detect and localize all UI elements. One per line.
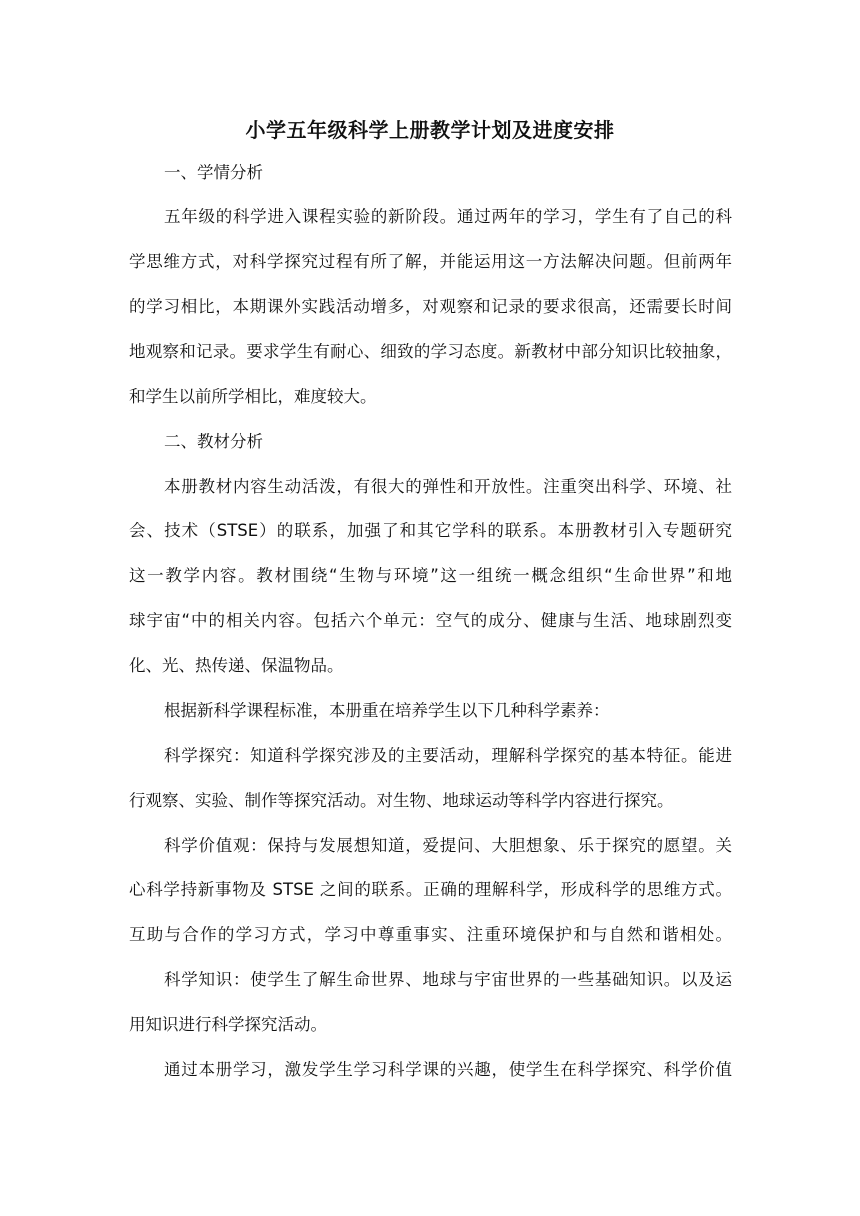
section-heading-student-analysis: 一、学情分析 [164,163,263,182]
paragraph-line: 和学生以前所学相比，难度较大。 [129,387,377,406]
paragraph-line: 会、技术（STSE）的联系，加强了和其它学科的联系。本册教材引入专题研究 [129,521,732,540]
paragraph-line: 球宇宙“中的相关内容。包括六个单元：空气的成分、健康与生活、地球剧烈变 [129,611,732,630]
paragraph-line: 心科学持新事物及 STSE 之间的联系。正确的理解科学，形成科学的思维方式。 [129,880,732,899]
paragraph-line: 本册教材内容生动活泼，有很大的弹性和开放性。注重突出科学、环境、社 [164,477,732,496]
paragraph-line: 五年级的科学进入课程实验的新阶段。通过两年的学习，学生有了自己的科 [164,207,732,226]
paragraph-line: 地观察和记录。要求学生有耐心、细致的学习态度。新教材中部分知识比较抽象， [129,342,732,361]
paragraph-line: 科学知识：使学生了解生命世界、地球与宇宙世界的一些基础知识。以及运 [164,970,732,989]
paragraph-line: 科学价值观：保持与发展想知道，爱提问、大胆想象、乐于探究的愿望。关 [164,836,732,855]
paragraph-line: 这一教学内容。教材围绕“生物与环境”这一组统一概念组织“生命世界”和地 [129,566,732,585]
paragraph-line: 行观察、实验、制作等探究活动。对生物、地球运动等科学内容进行探究。 [129,791,674,810]
paragraph-line: 科学探究：知道科学探究涉及的主要活动，理解科学探究的基本特征。能进 [164,746,732,765]
paragraph-line: 互助与合作的学习方式，学习中尊重事实、注重环境保护和与自然和谐相处。 [129,925,732,944]
paragraph-line: 根据新科学课程标准，本册重在培养学生以下几种科学素养： [164,701,610,720]
paragraph-line: 学思维方式，对科学探究过程有所了解，并能运用这一方法解决问题。但前两年 [129,252,732,271]
paragraph-line: 化、光、热传递、保温物品。 [129,656,344,675]
paragraph-line: 的学习相比，本期课外实践活动增多，对观察和记录的要求很高，还需要长时间 [129,297,732,316]
document-title: 小学五年级科学上册教学计划及进度安排 [245,118,615,142]
paragraph-line: 用知识进行科学探究活动。 [129,1015,327,1034]
paragraph-line: 通过本册学习，激发学生学习科学课的兴趣，使学生在科学探究、科学价值 [164,1060,732,1079]
section-heading-textbook-analysis: 二、教材分析 [164,432,263,451]
